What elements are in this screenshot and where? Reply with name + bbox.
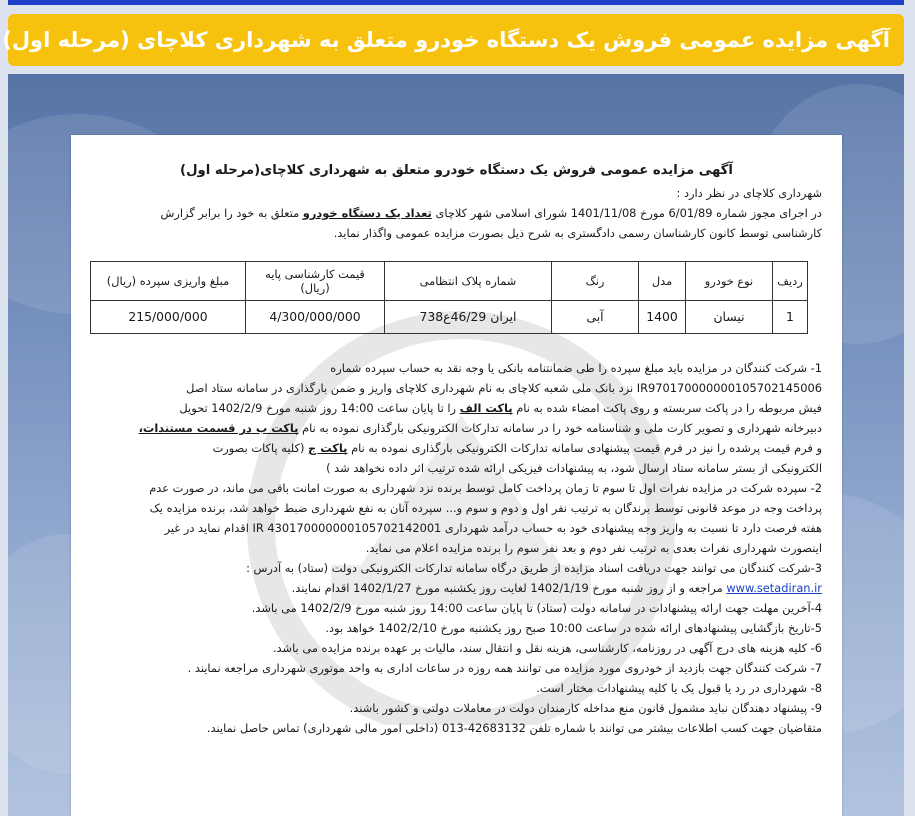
clause-line xyxy=(91,398,822,418)
table-header: قیمت کارشناسی پایه (ریال) xyxy=(246,262,385,301)
clause-line xyxy=(91,578,822,598)
intro-text: در اجرای مجوز شماره 6/01/89 مورخ 1401/11/08 شورای اسلامی شهر کلاچای xyxy=(431,206,822,220)
clause-3 xyxy=(91,558,822,598)
clause-line: 3-شرکت کنندگان می توانند جهت دریافت اسناد مزایده از طریق درگاه سامانه تدارکات الکترونیکی دولت (ستاد) به آدرس : xyxy=(246,561,822,575)
table-cell: 4/300/000/000 xyxy=(246,301,385,334)
contact-info: متقاضیان جهت کسب اطلاعات بیشتر می توانند با شماره تلفن 42683132-013 (داخلی امور مالی شهرداری) تماس حاصل نمایند. xyxy=(206,721,822,735)
vehicle-table xyxy=(90,261,808,334)
table-row xyxy=(91,301,808,334)
clause-text: دبیرخانه شهرداری و تصویر کارت ملی و شناسنامه خود را در سامانه تدارکات الکترونیکی بارگذاری نموده به نام xyxy=(298,421,822,435)
envelope-c-label: پاکت ج xyxy=(308,441,348,455)
intro-line xyxy=(91,203,822,223)
clause-4: 4-آخرین مهلت جهت ارائه پیشنهادات در سامانه دولت (ستاد) تا پایان ساعت 14:00 روز شنبه مورخ 1402/2/9 می باشد. xyxy=(251,601,822,615)
table-header: نوع خودرو xyxy=(686,262,773,301)
top-accent-strip xyxy=(8,0,904,5)
announcement-banner xyxy=(2,14,904,66)
clause-text: (کلیه پاکات بصورت xyxy=(212,441,309,455)
intro-text: متعلق به خود را برابر گزارش xyxy=(160,206,303,220)
table-header-row xyxy=(91,262,808,301)
vehicle-count-emphasis: تعداد یک دستگاه خودرو xyxy=(302,206,432,220)
envelope-a-label: پاکت الف xyxy=(459,401,513,415)
clause-line xyxy=(91,438,822,458)
clause-9: 9- پیشنهاد دهندگان نباید مشمول قانون منع مداخله کارمندان دولت در معاملات دولتی و کشور باشند. xyxy=(349,701,822,715)
clause-6: 6- کلیه هزینه های درج آگهی در روزنامه، کارشناسی، هزینه نقل و انتقال سند، مالیات بر عهده برنده مزایده می باشد. xyxy=(272,641,822,655)
clause-2 xyxy=(91,478,822,558)
table-cell: 215/000/000 xyxy=(91,301,246,334)
banner-title: آگهی مزایده عمومی فروش یک دستگاه خودرو متعلق به شهرداری کلاچای (مرحله اول) xyxy=(2,28,890,52)
clause-text: را تا پایان ساعت 14:00 روز شنبه مورخ 1402/2/9 تحویل xyxy=(179,401,460,415)
clause-line: پرداخت وجه در موعد قانونی توسط برندگان به ترتیب نفر اول و دوم و سوم و... سپرده آنان به نفع شهرداری ضبط خواهد شد، برنده مزایده یک xyxy=(149,501,822,515)
table-cell: آبی xyxy=(552,301,639,334)
clause-line: IR970170000000105702145006 نزد بانک ملی شعبه کلاچای به نام شهرداری کلاچای واریز و ضمن بارگذاری در سامانه ستاد اصل xyxy=(186,381,822,395)
table-cell: نیسان xyxy=(686,301,773,334)
clause-1 xyxy=(91,358,822,478)
clause-8: 8- شهرداری در رد یا قبول یک یا کلیه پیشنهادات مختار است. xyxy=(536,681,822,695)
clause-text: و فرم قیمت پرشده را نیز در فرم قیمت پیشنهادی سامانه تدارکات الکترونیکی بارگذاری نموده به نام xyxy=(347,441,822,455)
clause-5: 5-تاریخ بازگشایی پیشنهادهای ارائه شده در ساعت 10:00 صبح روز یکشنبه مورخ 1402/2/10 خواهد بود. xyxy=(325,621,822,635)
table-cell: 1400 xyxy=(639,301,686,334)
clause-7: 7- شرکت کنندگان جهت بازدید از خودروی مورد مزایده می توانند همه روزه در ساعات اداری به واحد موتوری شهرداری مراجعه نمایند . xyxy=(187,661,822,675)
setadiran-link[interactable]: www.setadiran.ir xyxy=(726,581,822,595)
clause-line: الکترونیکی از بستر سامانه ستاد ارسال شود، به پیشنهادات فیزیکی ارائه شده ترتیب اثر داده نخواهد شد ) xyxy=(326,461,822,475)
clause-line: هفته فرصت دارد تا نسبت به واریز وجه پیشنهادی خود به حساب درآمد شهرداری IR 430170000000105702142001 اقدام نماید در غیر xyxy=(164,521,822,535)
document-title: آگهی مزایده عمومی فروش یک دستگاه خودرو متعلق به شهرداری کلاچای(مرحله اول) xyxy=(180,163,733,178)
table-header: شماره پلاک انتظامی xyxy=(385,262,552,301)
clause-line xyxy=(91,418,822,438)
clause-line: اینصورت شهرداری نفرات بعدی به ترتیب نفر دوم و بعد نفر سوم را برنده مزایده اعلام می نماید. xyxy=(365,541,822,555)
envelope-b-label: پاکت ب در قسمت مستندات، xyxy=(138,421,299,435)
clause-line: 2- سپرده شرکت در مزایده نفرات اول تا سوم تا زمان پرداخت کامل توسط برنده نزد شهرداری به صورت امانت باقی می ماند، در صورت عدم xyxy=(149,481,822,495)
clause-text: فیش مربوطه را در پاکت سربسته و روی پاکت امضاء شده به نام xyxy=(512,401,822,415)
notice-document xyxy=(71,135,842,816)
table-header: مبلغ واریزی سپرده (ریال) xyxy=(91,262,246,301)
intro-line: شهرداری کلاچای در نظر دارد : xyxy=(676,186,822,200)
table-header: مدل xyxy=(639,262,686,301)
table-cell: ایران 46/29ع738 xyxy=(385,301,552,334)
intro-line: کارشناسی توسط کانون کارشناسان رسمی دادگستری به شرح ذیل بصورت مزایده عمومی واگذار نماید. xyxy=(333,226,822,240)
clause-text: مراجعه و از روز شنبه مورخ 1402/1/19 لغایت روز یکشنبه مورخ 1402/1/27 اقدام نمایند. xyxy=(291,581,727,595)
table-header: ردیف xyxy=(773,262,808,301)
table-cell: 1 xyxy=(773,301,808,334)
table-header: رنگ xyxy=(552,262,639,301)
clause-line: 1- شرکت کنندگان در مزایده باید مبلغ سپرده را طی ضمانتنامه بانکی یا وجه نقد به حساب سپرده شماره xyxy=(330,361,822,375)
